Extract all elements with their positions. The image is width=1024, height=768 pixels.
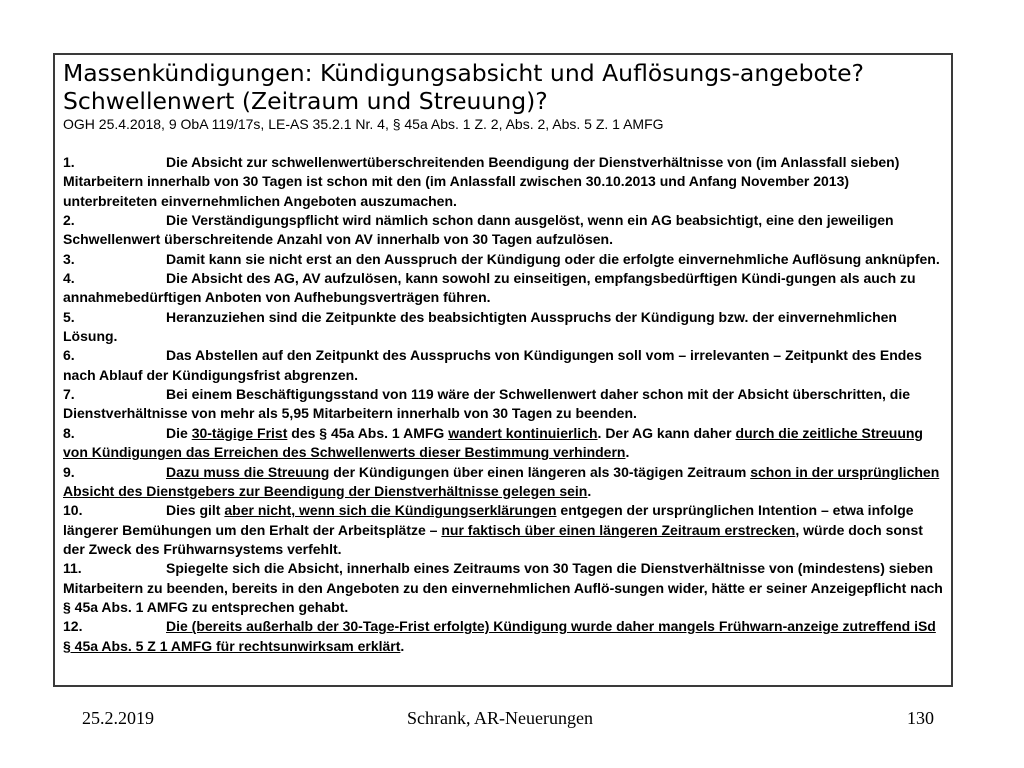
footer-author-topic: Schrank, AR-Neuerungen [407, 708, 593, 728]
point-number: 10. [63, 502, 83, 519]
point-text: . [587, 482, 592, 499]
point-item [63, 424, 945, 463]
point-text: . [625, 444, 630, 461]
point-item [63, 250, 945, 269]
point-number: 8. [63, 424, 75, 441]
point-number: 3. [63, 250, 75, 267]
point-text: . [400, 637, 405, 654]
point-text: Heranzuziehen sind die Zeitpunkte des beabsichtigten Ausspruchs der Kündigung bzw. der einvernehmlichen Lösung. [63, 308, 897, 345]
point-text-underlined: schon in der ursprünglichen Absicht des Dienstgebers zur Beendigung der Dienstverhältnisse gelegen sein [63, 463, 940, 499]
point-text-underlined: durch die zeitliche Streuung von Kündigungen das Erreichen des Schwellenwerts dieser Bestimmung verhindern [63, 424, 923, 461]
point-number: 2. [63, 212, 75, 229]
point-text: Bei einem Beschäftigungsstand von 119 wäre der Schwellenwert daher schon mit der Absicht überschritten, die Dienstverhältnisse von mehr als 5,95 Mitarbeitern innerhalb von 30 Tagen zu beenden. [63, 386, 911, 422]
point-text-underlined: wandert kontinuierlich [448, 424, 598, 441]
point-item [63, 153, 945, 211]
point-number: 6. [63, 347, 75, 364]
point-text-underlined: Die (bereits außerhalb der 30-Tage-Frist erfolgte) Kündigung wurde daher mangels Frühwarn-anzeige zutreffend iSd § 45a Abs. 5 Z 1 AMFG für rechtsunwirksam erklärt [63, 618, 936, 654]
slide-content-frame [53, 53, 953, 687]
point-text: Das Abstellen auf den Zeitpunkt des Ausspruchs von Kündigungen soll vom – irrelevanten – Zeitpunkt des Endes nach Ablauf der Kündigungsfrist abgrenzen. [63, 347, 922, 383]
point-text-underlined: 30-tägige Frist [191, 424, 288, 441]
point-text: . Der AG kann daher [597, 424, 736, 441]
point-item [63, 211, 945, 250]
point-text: Die Verständigungspflicht wird nämlich schon dann ausgelöst, wenn ein AG beabsichtigt, eine den jeweiligen Schwellenwert überschreitende Anzahl von AV innerhalb von 30 Tagen aufzulösen. [63, 212, 894, 248]
point-text: der Kündigungen über einen längeren als 30-tägigen Zeitraum [329, 463, 751, 480]
footer-page-number: 130 [907, 708, 934, 728]
point-item [63, 617, 945, 656]
point-text: des § 45a Abs. 1 AMFG [287, 424, 449, 441]
point-text: Die Absicht zur schwellenwertüberschreitenden Beendigung der Dienstverhältnisse von (im Anlassfall sieben) Mitarbeitern innerhalb von 30 Tagen ist schon mit den (im Anlassfall zwischen 30.10.2013 und Anfang November 2013) unterbreiteten einvernehmlichen Angeboten auszumachen. [63, 154, 900, 209]
point-item [63, 559, 945, 617]
point-text-underlined: aber nicht, wenn sich die Kündigungserklärungen [224, 502, 557, 519]
point-text-underlined: Dazu muss die Streuung [166, 463, 330, 480]
point-number: 12. [63, 618, 83, 635]
point-text: , würde doch sonst der Zweck des Frühwarnsystems verfehlt. [63, 521, 923, 557]
point-text-underlined: nur faktisch über einen längeren Zeitraum erstrecken [441, 521, 796, 538]
footer-date: 25.2.2019 [82, 708, 154, 728]
point-number: 11. [63, 560, 82, 577]
point-number: 5. [63, 308, 75, 325]
point-item [63, 463, 945, 502]
point-text: Die [166, 424, 192, 441]
point-text: entgegen der ursprünglichen Intention – etwa infolge längerer Bemühungen um den Erhalt der Arbeitsplätze – [63, 502, 914, 538]
point-item [63, 269, 945, 308]
slide-title: Massenkündigungen: Kündigungsabsicht und Auflösungs-angebote? Schwellenwert (Zeitraum und Streuung)? [63, 59, 865, 115]
point-text: Dies gilt [166, 502, 225, 519]
point-number: 9. [63, 463, 75, 480]
point-text: Spiegelte sich die Absicht, innerhalb eines Zeitraums von 30 Tagen die Dienstverhältnisse von (mindestens) sieben Mitarbeitern zu beenden, bereits in den Angeboten zu den einvernehmlichen Auflö-sungen wider, hätte er seiner Anzeigepflicht nach § 45a Abs. 1 AMFG zu entsprechen gehabt. [63, 560, 943, 615]
case-citation: OGH 25.4.2018, 9 ObA 119/17s, LE-AS 35.2.1 Nr. 4, § 45a Abs. 1 Z. 2, Abs. 2, Abs. 5 Z. 1 AMFG [63, 116, 664, 132]
point-number: 7. [63, 386, 75, 403]
point-item [63, 385, 945, 424]
point-item [63, 308, 945, 347]
point-text: Die Absicht des AG, AV aufzulösen, kann sowohl zu einseitigen, empfangsbedürftigen Kündi-gungen als auch zu annahmebedürftigen Anboten von Aufhebungsverträgen führen. [63, 270, 916, 306]
point-text: Damit kann sie nicht erst an den Ausspruch der Kündigung oder die erfolgte einvernehmliche Auflösung anknüpfen. [166, 250, 940, 267]
point-item [63, 346, 945, 385]
point-item [63, 501, 945, 559]
point-number: 1. [63, 154, 75, 170]
point-number: 4. [63, 270, 75, 287]
points-list [63, 153, 945, 656]
